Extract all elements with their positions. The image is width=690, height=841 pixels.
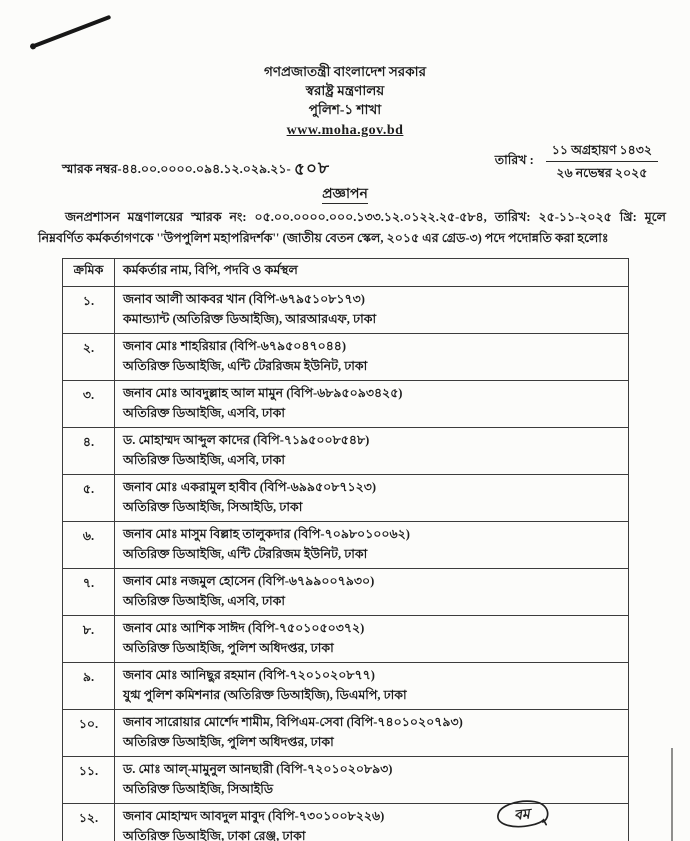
ministry-website: www.moha.gov.bd: [286, 123, 404, 138]
officer-info-cell: [115, 522, 629, 569]
memo-number-line: [62, 155, 330, 183]
header-serial: ক্রমিক: [63, 259, 115, 287]
officer-name: জনাব মোঃ আবদুল্লাহ আল মামুন (বিপি-৬৮৯৫০৯৩৪২৫): [123, 386, 403, 400]
date-block: [495, 140, 658, 183]
officer-name: জনাব মোঃ নজমুল হোসেন (বিপি-৬৭৯৯০০৭৯৩০): [123, 574, 375, 588]
officer-serial: ২.: [63, 334, 115, 381]
officer-info-cell: [115, 475, 629, 522]
memo-number-handwritten: ৫০৮: [293, 158, 331, 179]
header-officer-info: কর্মকর্তার নাম, বিপি, পদবি ও কর্মস্থল: [115, 259, 629, 287]
officer-designation: অতিরিক্ত ডিআইজি, পুলিশ অধিদপ্তর, ঢাকা: [123, 734, 334, 749]
officer-serial: ৬.: [63, 522, 115, 569]
officer-serial: ১২.: [63, 804, 115, 841]
officer-row: [63, 381, 629, 428]
officer-name: জনাব মোঃ মাসুম বিল্লাহ তালুকদার (বিপি-৭০৯৮০১০০৬২): [123, 527, 410, 541]
intro-paragraph: জনপ্রশাসন মন্ত্রণালয়ের স্মারক নং: ০৫.০০.০০০০.০০০.১৩৩.১২.০১২২.২৫-৫৮৪, তারিখ: ২৫-১১-২০২৫ খ্রি: মূলে নিম্নবর্ণিত কর্মকর্তাগণকে ''উপপুলিশ মহাপরিদর্শক'' (জাতীয় বেতন স্কেল, ২০১৫ এর গ্রেড-৩) পদে পদোন্নতি করা হলোঃ: [38, 210, 666, 245]
document-title: প্রজ্ঞাপন: [322, 187, 368, 202]
officer-serial: ৮.: [63, 616, 115, 663]
table-header-row: [63, 259, 629, 287]
officer-designation: অতিরিক্ত ডিআইজি, এন্টি টেররিজম ইউনিট, ঢাকা: [123, 546, 368, 561]
officer-table-body: [63, 287, 629, 841]
officer-info-cell: [115, 663, 629, 710]
officer-name: জনাব আলী আকবর খান (বিপি-৬৭৯৫১০৮১৭৩): [123, 292, 365, 306]
officer-row: [63, 334, 629, 381]
officer-info-cell: [115, 287, 629, 334]
officer-info-cell: [115, 710, 629, 757]
officers-table: [62, 258, 629, 841]
officer-name: জনাব মোঃ শাহরিয়ার (বিপি-৬৭৯৫০৪৭০৪৪): [123, 339, 347, 353]
officer-info-cell: [115, 381, 629, 428]
officer-designation: অতিরিক্ত ডিআইজি, সিআইডি, ঢাকা: [123, 499, 303, 514]
officer-name: ড. মোঃ আল্-মামুনুল আনছারী (বিপি-৭২০১০২০৮৯৩): [123, 762, 393, 776]
officer-designation: অতিরিক্ত ডিআইজি, পুলিশ অধিদপ্তর, ঢাকা: [123, 640, 334, 655]
officer-name: জনাব মোহাম্মদ আবদুল মাবুদ (বিপি-৭৩০১০০৮২২৬): [123, 809, 385, 823]
officer-serial: ৭.: [63, 569, 115, 616]
officer-info-cell: [115, 334, 629, 381]
officer-serial: ১.: [63, 287, 115, 334]
officer-serial: ৩.: [63, 381, 115, 428]
signature-initial: [490, 794, 555, 836]
officer-row: [63, 616, 629, 663]
officer-designation: অতিরিক্ত ডিআইজি, এন্টি টেররিজম ইউনিট, ঢাকা: [123, 358, 368, 373]
officer-row: [63, 522, 629, 569]
officer-row: [63, 428, 629, 475]
officer-designation: অতিরিক্ত ডিআইজি, ঢাকা রেঞ্জ, ঢাকা: [123, 828, 306, 841]
officer-designation: অতিরিক্ত ডিআইজি, সিআইডি: [123, 781, 274, 796]
date-label: তারিখ :: [494, 152, 534, 167]
officer-name: জনাব সারোয়ার মোর্শেদ শামীম, বিপিএম-সেবা (বিপি-৭৪০১০২০৭৯৩): [123, 715, 463, 729]
officer-name: জনাব মোঃ আশিক সাঈদ (বিপি-৭৫০১০৫০৩৭২): [123, 621, 365, 635]
officer-row: [63, 475, 629, 522]
officer-info-cell: [115, 616, 629, 663]
officer-info-cell: [115, 428, 629, 475]
officer-name: জনাব মোঃ একরামুল হাবীব (বিপি-৬৯৯৫০৮৭১২৩): [123, 480, 376, 494]
officer-serial: ১১.: [63, 757, 115, 804]
officer-designation: অতিরিক্ত ডিআইজি, এসবি, ঢাকা: [123, 452, 285, 467]
date-bengali-calendar: ১১ অগ্রহায়ণ ১৪৩২: [546, 140, 658, 162]
ministry-name: স্বরাষ্ট্র মন্ত্রণালয়: [305, 83, 385, 98]
scan-edge-artifact: [671, 748, 673, 841]
officer-designation: অতিরিক্ত ডিআইজি, এসবি, ঢাকা: [123, 593, 285, 608]
officer-name: জনাব মোঃ আনিছুর রহমান (বিপি-৭২০১০২০৮৭৭): [123, 668, 375, 682]
officer-serial: ৪.: [63, 428, 115, 475]
letterhead: [0, 62, 690, 140]
memo-number-label: স্মারক নম্বর-৪৪.০০.০০০০.০৯৪.১২.০২৯.২১-: [62, 162, 291, 176]
government-name: গণপ্রজাতন্ত্রী বাংলাদেশ সরকার: [263, 64, 427, 79]
date-gregorian: ২৬ নভেম্বর ২০২৫: [556, 166, 648, 180]
signature-initial-text: বম: [513, 807, 531, 824]
officer-serial: ৫.: [63, 475, 115, 522]
officer-serial: ৯.: [63, 663, 115, 710]
branch-name: পুলিশ-১ শাখা: [308, 102, 382, 117]
officer-row: [63, 710, 629, 757]
officer-name: ড. মোহাম্মদ আব্দুল কাদের (বিপি-৭১৯৫০০৮৫৪৮): [123, 433, 370, 447]
officer-designation: কমান্ড্যান্ট (অতিরিক্ত ডিআইজি), আরআরএফ, ঢাকা: [123, 311, 377, 326]
officer-row: [63, 287, 629, 334]
officer-designation: অতিরিক্ত ডিআইজি, এসবি, ঢাকা: [123, 405, 285, 420]
date-fraction: [546, 140, 658, 183]
officer-serial: ১০.: [63, 710, 115, 757]
officer-info-cell: [115, 569, 629, 616]
officer-row: [63, 663, 629, 710]
handwritten-pen-stroke: [33, 15, 111, 48]
officer-designation: যুগ্ম পুলিশ কমিশনার (অতিরিক্ত ডিআইজি), ডিএমপি, ঢাকা: [123, 687, 407, 702]
officer-row: [63, 569, 629, 616]
